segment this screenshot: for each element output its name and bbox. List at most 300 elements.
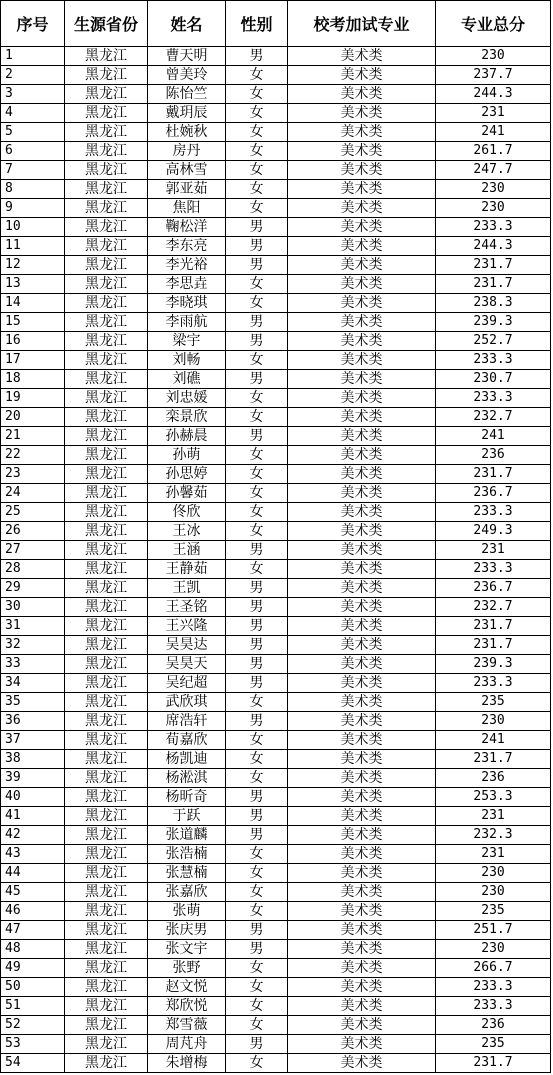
cell-major: 美术类 [288, 864, 436, 883]
cell-gender: 男 [226, 921, 288, 940]
cell-major: 美术类 [288, 712, 436, 731]
cell-province: 黑龙江 [65, 769, 148, 788]
table-row [1, 1035, 551, 1054]
cell-index: 14 [1, 294, 65, 313]
cell-index: 17 [1, 351, 65, 370]
cell-gender: 女 [226, 503, 288, 522]
table-row [1, 484, 551, 503]
cell-total-score: 233.3 [436, 218, 551, 237]
cell-province: 黑龙江 [65, 541, 148, 560]
cell-total-score: 231 [436, 845, 551, 864]
cell-name: 孙赫晨 [148, 427, 226, 446]
cell-name: 陈怡竺 [148, 85, 226, 104]
table-row [1, 351, 551, 370]
cell-name: 王静茹 [148, 560, 226, 579]
cell-gender: 男 [226, 940, 288, 959]
cell-major: 美术类 [288, 636, 436, 655]
cell-total-score: 233.3 [436, 978, 551, 997]
cell-total-score: 261.7 [436, 142, 551, 161]
cell-gender: 女 [226, 142, 288, 161]
cell-index: 38 [1, 750, 65, 769]
cell-index: 24 [1, 484, 65, 503]
cell-total-score: 235 [436, 693, 551, 712]
cell-gender: 男 [226, 218, 288, 237]
cell-index: 6 [1, 142, 65, 161]
cell-total-score: 231.7 [436, 465, 551, 484]
cell-major: 美术类 [288, 256, 436, 275]
table-row [1, 864, 551, 883]
cell-total-score: 230 [436, 883, 551, 902]
cell-province: 黑龙江 [65, 864, 148, 883]
cell-major: 美术类 [288, 1016, 436, 1035]
cell-total-score: 241 [436, 427, 551, 446]
cell-total-score: 230 [436, 47, 551, 66]
cell-major: 美术类 [288, 484, 436, 503]
cell-total-score: 233.3 [436, 674, 551, 693]
table-row [1, 959, 551, 978]
header-name: 姓名 [148, 1, 226, 47]
cell-province: 黑龙江 [65, 104, 148, 123]
cell-index: 51 [1, 997, 65, 1016]
cell-name: 杨凯迪 [148, 750, 226, 769]
cell-total-score: 231 [436, 104, 551, 123]
cell-name: 栾景欣 [148, 408, 226, 427]
cell-major: 美术类 [288, 750, 436, 769]
cell-name: 梁宇 [148, 332, 226, 351]
cell-index: 4 [1, 104, 65, 123]
table-row [1, 826, 551, 845]
cell-major: 美术类 [288, 218, 436, 237]
cell-total-score: 230 [436, 864, 551, 883]
cell-name: 张嘉欣 [148, 883, 226, 902]
cell-major: 美术类 [288, 427, 436, 446]
cell-index: 21 [1, 427, 65, 446]
cell-major: 美术类 [288, 275, 436, 294]
cell-index: 3 [1, 85, 65, 104]
cell-index: 45 [1, 883, 65, 902]
cell-total-score: 233.3 [436, 351, 551, 370]
cell-province: 黑龙江 [65, 503, 148, 522]
cell-total-score: 233.3 [436, 560, 551, 579]
table-row [1, 579, 551, 598]
cell-index: 10 [1, 218, 65, 237]
cell-province: 黑龙江 [65, 1016, 148, 1035]
cell-province: 黑龙江 [65, 47, 148, 66]
cell-gender: 女 [226, 104, 288, 123]
cell-gender: 男 [226, 655, 288, 674]
cell-gender: 女 [226, 199, 288, 218]
cell-name: 张野 [148, 959, 226, 978]
cell-gender: 男 [226, 579, 288, 598]
table-row [1, 199, 551, 218]
cell-index: 18 [1, 370, 65, 389]
table-row [1, 85, 551, 104]
header-gender: 性别 [226, 1, 288, 47]
cell-major: 美术类 [288, 959, 436, 978]
cell-name: 郭亚茹 [148, 180, 226, 199]
cell-gender: 女 [226, 389, 288, 408]
cell-province: 黑龙江 [65, 85, 148, 104]
cell-major: 美术类 [288, 199, 436, 218]
cell-gender: 女 [226, 351, 288, 370]
cell-name: 荀嘉欣 [148, 731, 226, 750]
cell-major: 美术类 [288, 389, 436, 408]
cell-major: 美术类 [288, 313, 436, 332]
table-row [1, 712, 551, 731]
table-row [1, 693, 551, 712]
cell-major: 美术类 [288, 845, 436, 864]
cell-index: 36 [1, 712, 65, 731]
cell-index: 46 [1, 902, 65, 921]
cell-province: 黑龙江 [65, 1035, 148, 1054]
cell-gender: 女 [226, 731, 288, 750]
cell-major: 美术类 [288, 47, 436, 66]
table-row [1, 446, 551, 465]
cell-province: 黑龙江 [65, 940, 148, 959]
cell-name: 郑雪薇 [148, 1016, 226, 1035]
cell-province: 黑龙江 [65, 180, 148, 199]
cell-gender: 男 [226, 617, 288, 636]
cell-major: 美术类 [288, 104, 436, 123]
cell-province: 黑龙江 [65, 465, 148, 484]
cell-index: 42 [1, 826, 65, 845]
cell-index: 7 [1, 161, 65, 180]
cell-major: 美术类 [288, 541, 436, 560]
cell-province: 黑龙江 [65, 560, 148, 579]
cell-province: 黑龙江 [65, 123, 148, 142]
cell-name: 李晓琪 [148, 294, 226, 313]
cell-major: 美术类 [288, 788, 436, 807]
cell-province: 黑龙江 [65, 788, 148, 807]
cell-name: 杜婉秋 [148, 123, 226, 142]
cell-major: 美术类 [288, 180, 436, 199]
cell-total-score: 235 [436, 1035, 551, 1054]
cell-name: 武欣琪 [148, 693, 226, 712]
table-row [1, 256, 551, 275]
cell-index: 2 [1, 66, 65, 85]
table-row [1, 997, 551, 1016]
cell-index: 25 [1, 503, 65, 522]
cell-index: 47 [1, 921, 65, 940]
cell-total-score: 230 [436, 180, 551, 199]
cell-major: 美术类 [288, 902, 436, 921]
cell-total-score: 239.3 [436, 655, 551, 674]
table-row [1, 731, 551, 750]
cell-major: 美术类 [288, 294, 436, 313]
cell-name: 杨昕奇 [148, 788, 226, 807]
header-major: 校考加试专业 [288, 1, 436, 47]
cell-total-score: 252.7 [436, 332, 551, 351]
table-row [1, 294, 551, 313]
cell-major: 美术类 [288, 655, 436, 674]
cell-major: 美术类 [288, 826, 436, 845]
cell-province: 黑龙江 [65, 351, 148, 370]
cell-name: 戴玥辰 [148, 104, 226, 123]
cell-index: 43 [1, 845, 65, 864]
cell-province: 黑龙江 [65, 845, 148, 864]
cell-total-score: 231.7 [436, 256, 551, 275]
table-row [1, 750, 551, 769]
cell-total-score: 231.7 [436, 636, 551, 655]
table-row [1, 389, 551, 408]
cell-gender: 女 [226, 294, 288, 313]
cell-province: 黑龙江 [65, 446, 148, 465]
cell-index: 54 [1, 1054, 65, 1073]
cell-gender: 女 [226, 769, 288, 788]
cell-gender: 女 [226, 465, 288, 484]
table-row [1, 940, 551, 959]
cell-gender: 男 [226, 1035, 288, 1054]
cell-index: 12 [1, 256, 65, 275]
cell-name: 王凯 [148, 579, 226, 598]
header-index: 序号 [1, 1, 65, 47]
table-row [1, 788, 551, 807]
table-row [1, 655, 551, 674]
cell-name: 于跃 [148, 807, 226, 826]
cell-gender: 男 [226, 313, 288, 332]
cell-total-score: 233.3 [436, 997, 551, 1016]
table-row [1, 674, 551, 693]
cell-gender: 女 [226, 85, 288, 104]
cell-gender: 男 [226, 788, 288, 807]
cell-gender: 女 [226, 864, 288, 883]
cell-name: 张浩楠 [148, 845, 226, 864]
cell-province: 黑龙江 [65, 712, 148, 731]
table-row [1, 370, 551, 389]
cell-gender: 男 [226, 237, 288, 256]
cell-province: 黑龙江 [65, 237, 148, 256]
cell-gender: 男 [226, 427, 288, 446]
cell-index: 48 [1, 940, 65, 959]
table-body [1, 47, 551, 1073]
cell-gender: 男 [226, 370, 288, 389]
cell-name: 吴昊达 [148, 636, 226, 655]
cell-total-score: 236.7 [436, 484, 551, 503]
cell-province: 黑龙江 [65, 66, 148, 85]
cell-name: 曹天明 [148, 47, 226, 66]
table-row [1, 845, 551, 864]
cell-major: 美术类 [288, 693, 436, 712]
cell-gender: 女 [226, 959, 288, 978]
cell-gender: 男 [226, 47, 288, 66]
cell-name: 张萌 [148, 902, 226, 921]
cell-name: 杨淞淇 [148, 769, 226, 788]
cell-total-score: 247.7 [436, 161, 551, 180]
cell-major: 美术类 [288, 123, 436, 142]
cell-name: 李雨航 [148, 313, 226, 332]
cell-index: 5 [1, 123, 65, 142]
cell-name: 王圣铭 [148, 598, 226, 617]
cell-index: 15 [1, 313, 65, 332]
cell-total-score: 231.7 [436, 1054, 551, 1073]
cell-province: 黑龙江 [65, 921, 148, 940]
cell-total-score: 231 [436, 807, 551, 826]
cell-index: 13 [1, 275, 65, 294]
cell-index: 37 [1, 731, 65, 750]
cell-name: 张庆男 [148, 921, 226, 940]
table-row [1, 427, 551, 446]
cell-major: 美术类 [288, 883, 436, 902]
cell-province: 黑龙江 [65, 731, 148, 750]
table-row [1, 465, 551, 484]
cell-index: 19 [1, 389, 65, 408]
cell-total-score: 231.7 [436, 275, 551, 294]
cell-total-score: 230 [436, 712, 551, 731]
table-row [1, 541, 551, 560]
table-row [1, 522, 551, 541]
table-row [1, 978, 551, 997]
cell-index: 39 [1, 769, 65, 788]
table-row [1, 47, 551, 66]
cell-province: 黑龙江 [65, 579, 148, 598]
cell-gender: 男 [226, 807, 288, 826]
cell-total-score: 266.7 [436, 959, 551, 978]
cell-index: 50 [1, 978, 65, 997]
cell-index: 35 [1, 693, 65, 712]
cell-name: 李东亮 [148, 237, 226, 256]
cell-major: 美术类 [288, 85, 436, 104]
cell-gender: 男 [226, 636, 288, 655]
header-row [1, 1, 551, 47]
cell-name: 张文宇 [148, 940, 226, 959]
cell-index: 34 [1, 674, 65, 693]
cell-gender: 女 [226, 902, 288, 921]
table-row [1, 1016, 551, 1035]
cell-total-score: 244.3 [436, 85, 551, 104]
cell-name: 王涵 [148, 541, 226, 560]
cell-major: 美术类 [288, 997, 436, 1016]
cell-major: 美术类 [288, 142, 436, 161]
cell-total-score: 237.7 [436, 66, 551, 85]
cell-province: 黑龙江 [65, 693, 148, 712]
cell-gender: 女 [226, 66, 288, 85]
cell-gender: 女 [226, 123, 288, 142]
cell-name: 周芃舟 [148, 1035, 226, 1054]
cell-gender: 男 [226, 332, 288, 351]
header-total-score: 专业总分 [436, 1, 551, 47]
cell-province: 黑龙江 [65, 1054, 148, 1073]
cell-index: 31 [1, 617, 65, 636]
cell-name: 孙思婷 [148, 465, 226, 484]
cell-gender: 女 [226, 883, 288, 902]
cell-province: 黑龙江 [65, 199, 148, 218]
cell-total-score: 231 [436, 541, 551, 560]
table-row [1, 598, 551, 617]
cell-index: 1 [1, 47, 65, 66]
cell-major: 美术类 [288, 351, 436, 370]
cell-name: 房丹 [148, 142, 226, 161]
cell-total-score: 249.3 [436, 522, 551, 541]
cell-gender: 女 [226, 446, 288, 465]
cell-name: 王冰 [148, 522, 226, 541]
cell-province: 黑龙江 [65, 807, 148, 826]
cell-name: 鞠松洋 [148, 218, 226, 237]
cell-name: 吴昊天 [148, 655, 226, 674]
cell-province: 黑龙江 [65, 218, 148, 237]
cell-major: 美术类 [288, 1054, 436, 1073]
cell-index: 30 [1, 598, 65, 617]
cell-index: 44 [1, 864, 65, 883]
cell-major: 美术类 [288, 465, 436, 484]
cell-total-score: 232.3 [436, 826, 551, 845]
table-row [1, 636, 551, 655]
cell-index: 49 [1, 959, 65, 978]
table-row [1, 104, 551, 123]
cell-name: 朱增梅 [148, 1054, 226, 1073]
cell-province: 黑龙江 [65, 294, 148, 313]
cell-index: 32 [1, 636, 65, 655]
cell-gender: 女 [226, 560, 288, 579]
cell-province: 黑龙江 [65, 655, 148, 674]
table-header [1, 1, 551, 47]
cell-gender: 男 [226, 541, 288, 560]
cell-province: 黑龙江 [65, 332, 148, 351]
table-row [1, 218, 551, 237]
cell-name: 席浩轩 [148, 712, 226, 731]
cell-major: 美术类 [288, 237, 436, 256]
cell-total-score: 251.7 [436, 921, 551, 940]
cell-gender: 男 [226, 826, 288, 845]
cell-name: 焦阳 [148, 199, 226, 218]
cell-total-score: 241 [436, 731, 551, 750]
table-row [1, 1054, 551, 1073]
cell-total-score: 230.7 [436, 370, 551, 389]
cell-province: 黑龙江 [65, 902, 148, 921]
cell-province: 黑龙江 [65, 883, 148, 902]
table-row [1, 275, 551, 294]
table-row [1, 161, 551, 180]
cell-gender: 女 [226, 1016, 288, 1035]
table-row [1, 332, 551, 351]
cell-major: 美术类 [288, 617, 436, 636]
cell-index: 11 [1, 237, 65, 256]
cell-gender: 女 [226, 275, 288, 294]
cell-gender: 女 [226, 161, 288, 180]
cell-index: 26 [1, 522, 65, 541]
cell-total-score: 233.3 [436, 389, 551, 408]
cell-province: 黑龙江 [65, 617, 148, 636]
cell-major: 美术类 [288, 940, 436, 959]
cell-gender: 女 [226, 522, 288, 541]
cell-index: 41 [1, 807, 65, 826]
cell-major: 美术类 [288, 921, 436, 940]
cell-province: 黑龙江 [65, 598, 148, 617]
cell-index: 9 [1, 199, 65, 218]
cell-gender: 男 [226, 712, 288, 731]
cell-gender: 女 [226, 180, 288, 199]
cell-index: 40 [1, 788, 65, 807]
cell-gender: 女 [226, 1054, 288, 1073]
cell-total-score: 239.3 [436, 313, 551, 332]
cell-total-score: 253.3 [436, 788, 551, 807]
table-row [1, 902, 551, 921]
cell-total-score: 236.7 [436, 579, 551, 598]
table-row [1, 807, 551, 826]
table-row [1, 180, 551, 199]
cell-major: 美术类 [288, 579, 436, 598]
table-row [1, 142, 551, 161]
cell-province: 黑龙江 [65, 142, 148, 161]
cell-major: 美术类 [288, 522, 436, 541]
cell-name: 佟欣 [148, 503, 226, 522]
cell-total-score: 236 [436, 1016, 551, 1035]
cell-province: 黑龙江 [65, 484, 148, 503]
cell-total-score: 230 [436, 940, 551, 959]
cell-major: 美术类 [288, 1035, 436, 1054]
cell-gender: 女 [226, 750, 288, 769]
table-row [1, 769, 551, 788]
cell-province: 黑龙江 [65, 389, 148, 408]
